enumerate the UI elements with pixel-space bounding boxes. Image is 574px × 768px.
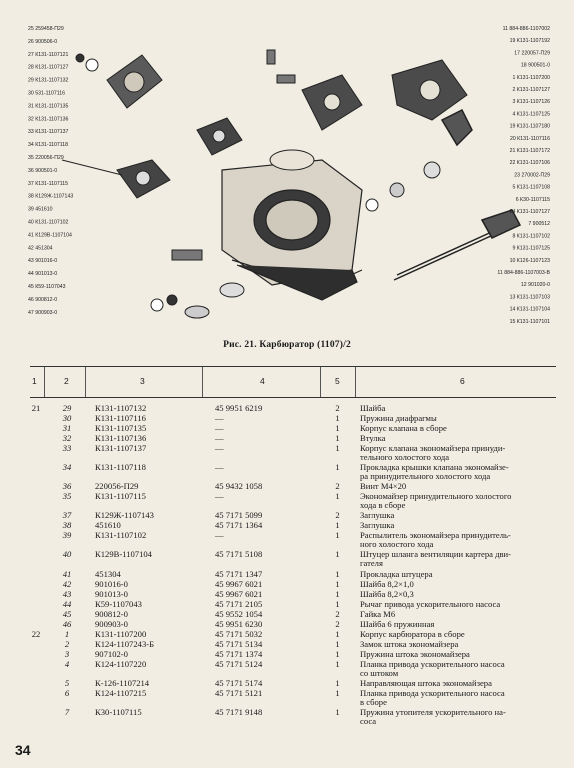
col-catalog-number: 900812-0: [95, 608, 128, 619]
col-okp-code: 45 7171 1374: [215, 648, 263, 659]
col-description: [360, 463, 560, 481]
col-catalog-number: К131-1107118: [95, 462, 146, 473]
col-description: [360, 482, 560, 491]
callout-label: 6 К30-1107115: [515, 196, 550, 203]
callout-label: 5 К131-1107108: [512, 184, 550, 191]
col-description: [360, 650, 560, 659]
col-position: 44: [62, 598, 72, 609]
right-callouts: [497, 26, 550, 325]
table-row: [30, 521, 556, 530]
callout-label: 11 884-886-1107003-В: [497, 270, 550, 276]
col-okp-code: 45 7171 5174: [215, 677, 263, 688]
col-description: [360, 404, 560, 413]
callout-label: 18 900501-0: [520, 62, 550, 69]
col-position: 37: [62, 510, 72, 521]
callout-label: 8 К131-1107102: [512, 233, 550, 240]
col-okp-code: 45 9432 1058: [215, 481, 263, 492]
callout-label: 32 К131-1107136: [28, 116, 69, 123]
col-position: 29: [62, 403, 72, 413]
col-quantity: 1: [335, 588, 340, 599]
col-position: 30: [62, 413, 72, 423]
col-position: 7: [64, 706, 70, 717]
col-okp-code: 45 7171 5032: [215, 628, 263, 639]
col-catalog-number: К-126-1107214: [95, 677, 150, 688]
col-okp-code: 45 7171 5134: [215, 638, 263, 649]
col-position: 5: [64, 677, 70, 688]
col-position: 40: [62, 549, 72, 560]
description-line: Корпус клапана в сборе: [360, 423, 447, 433]
col-catalog-number: 451610: [95, 520, 121, 531]
col-catalog-number: 901016-0: [95, 578, 128, 589]
description-line: соса: [360, 715, 377, 726]
table-row: [30, 463, 556, 481]
col-position: 4: [64, 658, 70, 669]
callout-label: 27 К131-1107121: [28, 51, 69, 58]
header-col-4: 4: [260, 376, 265, 386]
table-row: [30, 708, 556, 726]
col-position: 43: [62, 588, 72, 599]
col-catalog-number: К131-1107137: [95, 443, 147, 453]
col-description: [360, 570, 560, 579]
col-catalog-number: К30-1107115: [95, 706, 142, 717]
col-catalog-number: К131-1107115: [95, 491, 146, 502]
col-position: 46: [62, 618, 72, 629]
col-catalog-number: К129Ж-1107143: [95, 510, 154, 521]
col-quantity: 2: [335, 618, 340, 629]
table-row: [30, 424, 556, 433]
col-okp-code: 45 9951 6230: [215, 618, 263, 629]
col-quantity: 1: [335, 677, 340, 688]
callout-label: 40 К131-1107102: [28, 219, 69, 226]
table-header: [30, 366, 556, 398]
diaphragm-cover: [76, 54, 162, 108]
col-quantity: 2: [335, 510, 340, 521]
callout-label: 10 К126-1107123: [509, 257, 550, 264]
col-okp-code: 45 7171 5121: [215, 687, 263, 698]
callout-label: 33 К131-1107137: [28, 129, 69, 136]
col-quantity: 1: [335, 413, 340, 423]
col-description: [360, 708, 560, 726]
col-okp-code: 45 9552 1054: [215, 608, 263, 619]
col-position: 31: [62, 423, 72, 433]
col-description: [360, 492, 560, 510]
col-description: [360, 434, 560, 443]
col-quantity: 1: [335, 520, 340, 531]
table-row: [30, 404, 556, 413]
callout-label: 35 220056-П29: [28, 155, 64, 161]
carburetor-diagram: [22, 20, 556, 338]
col-catalog-number: 220056-П29: [95, 481, 139, 492]
callout-label: 11 884-886-1107002: [502, 26, 550, 32]
col-okp-code: 45 7171 5099: [215, 510, 263, 521]
callout-label: 17 220057-П29: [514, 50, 550, 57]
throttle-shaft: [394, 110, 520, 280]
description-line: Направляющая штока экономайзера: [360, 677, 492, 688]
col-description: [360, 620, 560, 629]
col-description: [360, 590, 560, 599]
description-line: Планка привода ускорительного насоса: [360, 658, 505, 669]
header-col-2: 2: [64, 376, 69, 386]
col-catalog-number: К131-1107132: [95, 403, 147, 413]
col-description: [360, 610, 560, 619]
col-catalog-number: К131-1107136: [95, 433, 147, 443]
col-position: 45: [62, 608, 72, 619]
col-quantity: 2: [335, 608, 340, 619]
col-position: 2: [64, 638, 70, 649]
col-quantity: 1: [335, 433, 340, 443]
col-okp-code: 45 7171 2105: [215, 598, 263, 609]
col-quantity: 1: [335, 423, 340, 433]
description-line: Распылитель экономайзера принудитель-: [360, 530, 511, 541]
callout-label: 42 451304: [28, 245, 53, 252]
col-quantity: 1: [335, 549, 340, 560]
description-line: в сборе: [360, 696, 387, 707]
table-row: [30, 600, 556, 609]
col-description: [360, 580, 560, 589]
col-quantity: 1: [335, 687, 340, 698]
table-row: [30, 550, 556, 568]
col-quantity: 1: [335, 598, 340, 609]
col-catalog-number: К59-1107043: [95, 598, 142, 609]
col-description: [360, 424, 560, 433]
callout-label: 44 901013-0: [28, 271, 58, 278]
description-line: Планка привода ускорительного насоса: [360, 687, 505, 698]
callout-label: 43 901016-0: [28, 258, 58, 265]
callout-label: 15 К131-1107101: [509, 318, 550, 325]
table-row: [30, 570, 556, 579]
col-description: [360, 511, 560, 520]
table-row: [30, 650, 556, 659]
description-line: Прокладка штуцера: [360, 568, 433, 579]
col-okp-code: —: [215, 530, 224, 541]
col-quantity: 2: [335, 481, 340, 492]
callout-label: 26 900506-0: [28, 38, 58, 45]
table-row: [30, 580, 556, 589]
col-position: 42: [62, 578, 72, 589]
col-quantity: 1: [335, 443, 340, 453]
col-okp-code: 45 7171 1364: [215, 520, 263, 531]
table-row: [30, 620, 556, 629]
description-line: ра принудительного холостого хода: [360, 471, 491, 482]
callout-label: 9 К131-1107125: [512, 245, 550, 252]
callout-label: 22 К131-1107106: [509, 160, 550, 167]
table-row: [30, 679, 556, 688]
description-line: Корпус карбюратора в сборе: [360, 628, 465, 639]
header-col-3: 3: [140, 376, 145, 386]
table-row: [30, 610, 556, 619]
description-line: Прокладка крышки клапана экономайзе-: [360, 462, 509, 473]
col-description: [360, 689, 560, 707]
col-position: 33: [62, 443, 72, 453]
callout-label: 34 К131-1107118: [28, 142, 69, 149]
description-line: гателя: [360, 558, 383, 569]
table-row: [30, 531, 556, 549]
left-callouts: [28, 26, 73, 316]
callout-label: 23 270002-П29: [514, 172, 550, 179]
header-col-6: 6: [460, 376, 465, 386]
col-catalog-number: 901013-0: [95, 588, 128, 599]
col-okp-code: —: [215, 413, 224, 423]
col-catalog-number: 900903-0: [95, 618, 128, 629]
col-description: [360, 679, 560, 688]
callout-label: 20 К131-1107116: [509, 135, 550, 142]
col-quantity: 2: [335, 403, 340, 413]
table-row: [30, 444, 556, 462]
callout-label: 38 К129Ж-1107143: [28, 193, 74, 200]
table-row: [30, 630, 556, 639]
description-line: Замок штока экономайзера: [360, 638, 459, 649]
col-position: 38: [62, 520, 72, 531]
col-position: 6: [64, 687, 70, 698]
col-description: [360, 630, 560, 639]
col-quantity: 1: [335, 706, 340, 717]
col-okp-code: 45 7171 9148: [215, 706, 263, 717]
description-line: Заглушка: [360, 510, 395, 521]
col-description: [360, 660, 560, 678]
col-okp-code: 45 7171 5108: [215, 549, 263, 560]
description-line: Пружина штока экономайзера: [360, 648, 470, 659]
callout-label: 21 К131-1107172: [509, 148, 550, 154]
description-line: Шайба 6 пружинная: [360, 618, 435, 629]
table-row: [30, 660, 556, 678]
callout-label: 25 259458-П29: [28, 26, 64, 32]
description-line: тельного холостого хода: [360, 452, 450, 462]
callout-label: 4 К131-1107125: [512, 111, 550, 118]
description-line: ного холостого хода: [360, 539, 434, 550]
col-catalog-number: К124-1107243-Б: [95, 638, 155, 649]
col-quantity: 1: [335, 530, 340, 541]
description-line: Пружина утопителя ускорительного на-: [360, 706, 506, 717]
col-quantity: 1: [335, 491, 340, 502]
callout-label: 31 К131-1107135: [28, 103, 69, 110]
callout-label: 2 К131-1107127: [512, 87, 550, 93]
col-position: 32: [62, 433, 72, 443]
col-quantity: 1: [335, 648, 340, 659]
col-description: [360, 531, 560, 549]
table-row: [30, 434, 556, 443]
callout-label: 36 900501-0: [28, 167, 58, 174]
col-okp-code: —: [215, 462, 224, 473]
callout-label: 29 К131-1107132: [28, 77, 69, 84]
callout-label: 13 К131-1107103: [509, 294, 550, 301]
col-description: [360, 640, 560, 649]
figure-caption: Рис. 21. Карбюратор (1107)/2: [223, 340, 351, 350]
col-okp-code: 45 7171 1347: [215, 568, 263, 579]
description-line: Рычаг привода ускорительного насоса: [360, 598, 501, 609]
callout-label: 14 К131-1107104: [509, 306, 550, 313]
description-line: Винт М4×20: [360, 481, 407, 492]
col-okp-code: 45 9951 6219: [215, 403, 263, 413]
callout-label: 37 К131-1107115: [28, 180, 69, 187]
col-position: 1: [64, 628, 70, 639]
table-row: [30, 689, 556, 707]
description-line: Шайба 8,2×1,0: [360, 578, 414, 589]
col-position: 36: [62, 481, 72, 492]
col-quantity: 1: [335, 628, 340, 639]
page-number: 34: [15, 742, 31, 758]
callout-label: 3 К131-1107126: [512, 99, 550, 106]
header-col-5: 5: [335, 376, 340, 386]
col-position: 35: [62, 491, 72, 502]
col-description: [360, 414, 560, 423]
col-position: 39: [62, 530, 72, 541]
col-okp-code: 45 9967 6021: [215, 578, 263, 589]
callout-label: 1 К131-1107200: [512, 74, 550, 81]
description-line: Штуцер шланга вентиляции картера дви-: [360, 549, 511, 560]
table-row: [30, 640, 556, 649]
header-col-1: 1: [32, 376, 37, 386]
col-catalog-number: К124-1107220: [95, 658, 147, 669]
table-row: [30, 492, 556, 510]
callout-label: 7 900512: [528, 221, 550, 228]
callout-label: 47 900903-0: [28, 309, 58, 316]
description-line: Заглушка: [360, 520, 395, 531]
col-catalog-number: К131-1107200: [95, 628, 147, 639]
col-quantity: 1: [335, 658, 340, 669]
callout-label: 46 900812-0: [28, 296, 58, 303]
valve-assembly: [62, 118, 242, 198]
col-okp-code: 45 7171 5124: [215, 658, 263, 669]
col-description: [360, 600, 560, 609]
description-line: Шайба: [360, 403, 386, 413]
description-line: Корпус клапана экономайзера принуди-: [360, 443, 506, 453]
col-okp-code: —: [215, 433, 224, 443]
callout-label: 19 К131-1107192: [509, 38, 550, 45]
col-group: 22: [31, 628, 41, 639]
col-description: [360, 521, 560, 530]
callout-label: 41 К129В-1107104: [28, 232, 72, 239]
callout-label: 45 К59-1107043: [28, 284, 66, 290]
callout-label: 28 К131-1107127: [28, 64, 69, 71]
description-line: Шайба 8,2×0,3: [360, 588, 414, 599]
description-line: Втулка: [360, 433, 386, 443]
col-quantity: 1: [335, 462, 340, 473]
carburetor-body: [222, 160, 362, 300]
col-catalog-number: К129В-1107104: [95, 549, 152, 560]
col-okp-code: —: [215, 423, 224, 433]
col-position: 3: [64, 648, 70, 659]
col-okp-code: —: [215, 491, 224, 502]
description-line: Экономайзер принудительного холостого: [360, 491, 512, 502]
col-quantity: 1: [335, 638, 340, 649]
table-row: [30, 511, 556, 520]
col-catalog-number: К131-1107102: [95, 530, 147, 541]
col-catalog-number: К124-1107215: [95, 687, 147, 698]
callout-label: 30 531-1107116: [28, 90, 66, 97]
description-line: хода в сборе: [360, 500, 406, 511]
callout-label: 39 451610: [28, 206, 53, 213]
table-row: [30, 482, 556, 491]
col-quantity: 1: [335, 568, 340, 579]
col-catalog-number: 907102-0: [95, 648, 128, 659]
col-okp-code: 45 9967 6021: [215, 588, 263, 599]
col-description: [360, 550, 560, 568]
col-catalog-number: К131-1107116: [95, 413, 146, 423]
col-description: [360, 444, 560, 462]
callout-label: 24 К131-1107127: [509, 209, 550, 215]
callout-label: 12 901020-0: [520, 282, 550, 289]
col-group: 21: [31, 403, 41, 413]
table-row: [30, 414, 556, 423]
accelerator-pump-cover: [270, 60, 467, 170]
col-position: 34: [62, 462, 72, 473]
col-okp-code: —: [215, 443, 224, 453]
callout-label: 19 К131-1107180: [509, 123, 550, 130]
col-quantity: 1: [335, 578, 340, 589]
description-line: Гайка М6: [360, 608, 396, 619]
description-line: Пружина диафрагмы: [360, 413, 437, 423]
col-catalog-number: К131-1107135: [95, 423, 147, 433]
col-catalog-number: 451304: [95, 568, 121, 579]
description-line: со штоком: [360, 667, 399, 678]
col-position: 41: [62, 568, 72, 579]
table-row: [30, 590, 556, 599]
